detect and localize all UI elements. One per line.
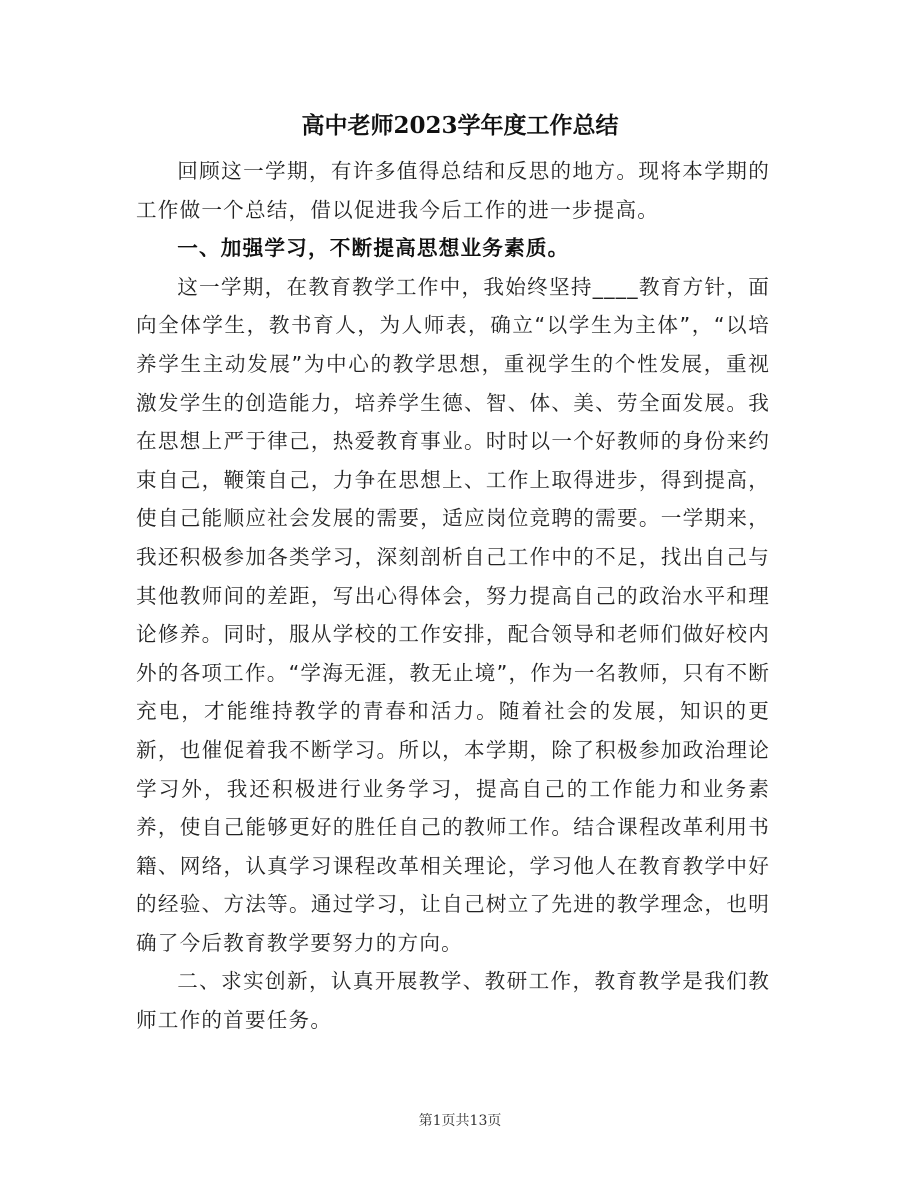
- section-1-paragraph: 这一学期，在教育教学工作中，我始终坚持____教育方针，面向全体学生，教书育人，为人师表，确立“以学生为主体”，“以培养学生主动发展”为中心的教学思想，重视学生的个性发展，重视激发学生的创造能力，培养学生德、智、体、美、劳全面发展。我在思想上严于律己，热爱教育事业。时时以一个好教师的身份来约束自己，鞭策自己，力争在思想上、工作上取得进步，得到提高，使自己能顺应社会发展的需要，适应岗位竞聘的需要。一学期来，我还积极参加各类学习，深刻剖析自己工作中的不足，找出自己与其他教师间的差距，写出心得体会，努力提高自己的政治水平和理论修养。同时，服从学校的工作安排，配合领导和老师们做好校内外的各项工作。“学海无涯，教无止境”，作为一名教师，只有不断充电，才能维持教学的青春和活力。随着社会的发展，知识的更新，也催促着我不断学习。所以，本学期，除了积极参加政治理论学习外，我还积极进行业务学习，提高自己的工作能力和业务素养，使自己能够更好的胜任自己的教师工作。结合课程改革利用书籍、网络，认真学习课程改革相关理论，学习他人在教育教学中好的经验、方法等。通过学习，让自己树立了先进的教学理念，也明确了今后教育教学要努力的方向。: [136, 274, 770, 955]
- document-body: [136, 152, 770, 1040]
- intro-paragraph: 回顾这一学期，有许多值得总结和反思的地方。现将本学期的工作做一个总结，借以促进我今后工作的进一步提高。: [136, 159, 770, 222]
- page-number-footer: 第1页共13页: [418, 1113, 502, 1129]
- section-heading-1: 一、加强学习，不断提高思想业务素质。: [177, 236, 570, 261]
- document-title: 高中老师2023学年度工作总结: [301, 112, 619, 139]
- section-heading-2: 二、求实创新，认真开展教学、教研工作，教育教学是我们教师工作的首要任务。: [136, 969, 770, 1033]
